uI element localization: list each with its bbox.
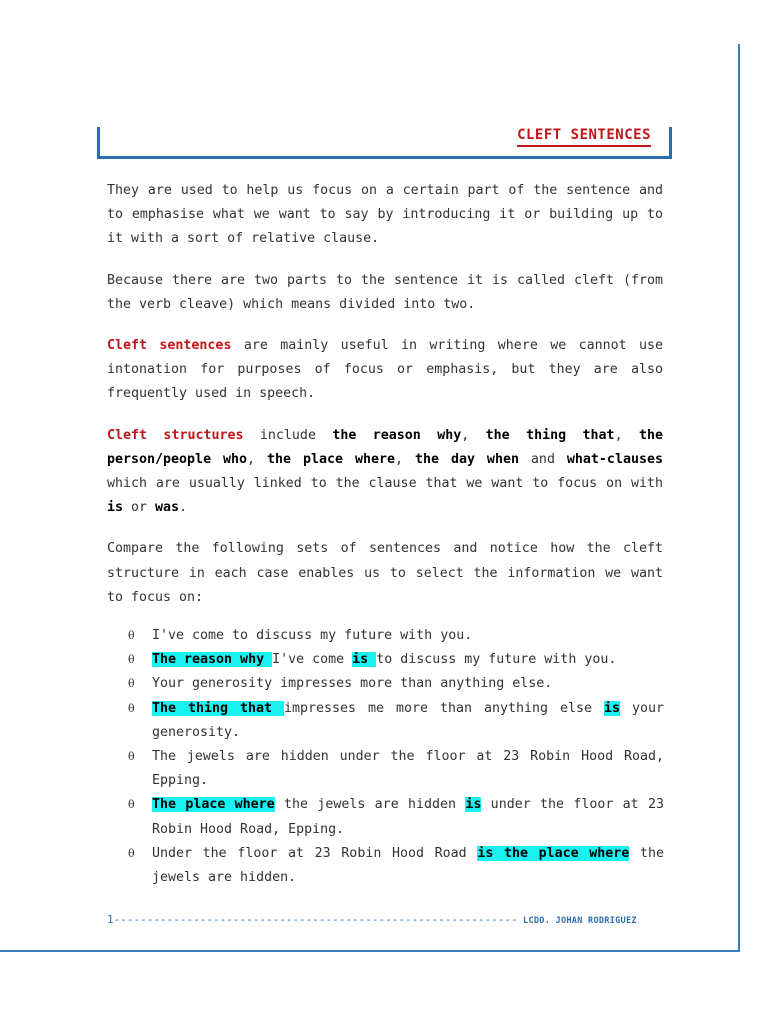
list-item: θ Under the floor at 23 Robin Hood Road is the place where the jewels are hidden. [128, 842, 664, 890]
theta-bullet-icon: θ [128, 653, 135, 667]
paragraph-definition: Because there are two parts to the sentence it is called cleft (from the verb cleave) which means divided into two. [107, 272, 663, 312]
paragraph-compare: Compare the following sets of sentences and notice how the cleft structure in each case enables us to select the information we want to focus on: [107, 541, 663, 605]
list-item: θ The place where the jewels are hidden is under the floor at 23 Robin Hood Road, Epping. [128, 793, 664, 841]
term-cleft-structures: Cleft structures [107, 427, 244, 443]
highlight: is [465, 797, 482, 813]
paragraph-intro: They are used to help us focus on a certain part of the sentence and to emphasise what we want to say by introducing it or building up to it with a sort of relative clause. [107, 183, 663, 247]
paragraph-usage: Cleft sentences are mainly useful in writing where we cannot use intonation for purposes of focus or emphasis, but they are also frequently used in speech. [107, 338, 663, 402]
example-list [128, 624, 664, 890]
theta-bullet-icon: θ [128, 677, 135, 691]
theta-bullet-icon: θ [128, 798, 135, 812]
list-item: θ Your generosity impresses more than anything else. [128, 672, 664, 696]
page-number: 1 [107, 913, 114, 926]
title-box [97, 127, 672, 159]
document-body [107, 179, 663, 627]
page-border-right [738, 44, 740, 952]
page-footer [107, 913, 663, 926]
highlight: is the place where [477, 845, 630, 861]
list-item: θ The thing that impresses me more than anything else is your generosity. [128, 697, 664, 745]
author-name: LCDO. JOHAN RODRIGUEZ [517, 916, 637, 926]
highlight: The thing that [152, 700, 284, 716]
highlight: is [352, 652, 377, 668]
highlight: The reason why [152, 652, 273, 668]
page-title: CLEFT SENTENCES [517, 127, 651, 147]
term-cleft-sentences: Cleft sentences [107, 338, 232, 354]
theta-bullet-icon: θ [128, 701, 135, 715]
list-item: θ The jewels are hidden under the floor at 23 Robin Hood Road, Epping. [128, 745, 664, 793]
page-border-bottom [0, 950, 740, 952]
footer-rule: ------------------------------------------------------------- [113, 913, 518, 926]
theta-bullet-icon: θ [128, 750, 135, 764]
list-item: θ I've come to discuss my future with you. [128, 624, 664, 648]
theta-bullet-icon: θ [128, 846, 135, 860]
theta-bullet-icon: θ [128, 629, 135, 642]
list-item: θ The reason why I've come is to discuss my future with you. [128, 648, 664, 672]
highlight: The place where [152, 797, 275, 813]
highlight: is [603, 700, 620, 716]
paragraph-structures: Cleft structures include the reason why, the thing that, the person/people who, the place where, the day when and what-clauses which are usually linked to the clause that we want to focus on with is or was. [107, 427, 664, 516]
